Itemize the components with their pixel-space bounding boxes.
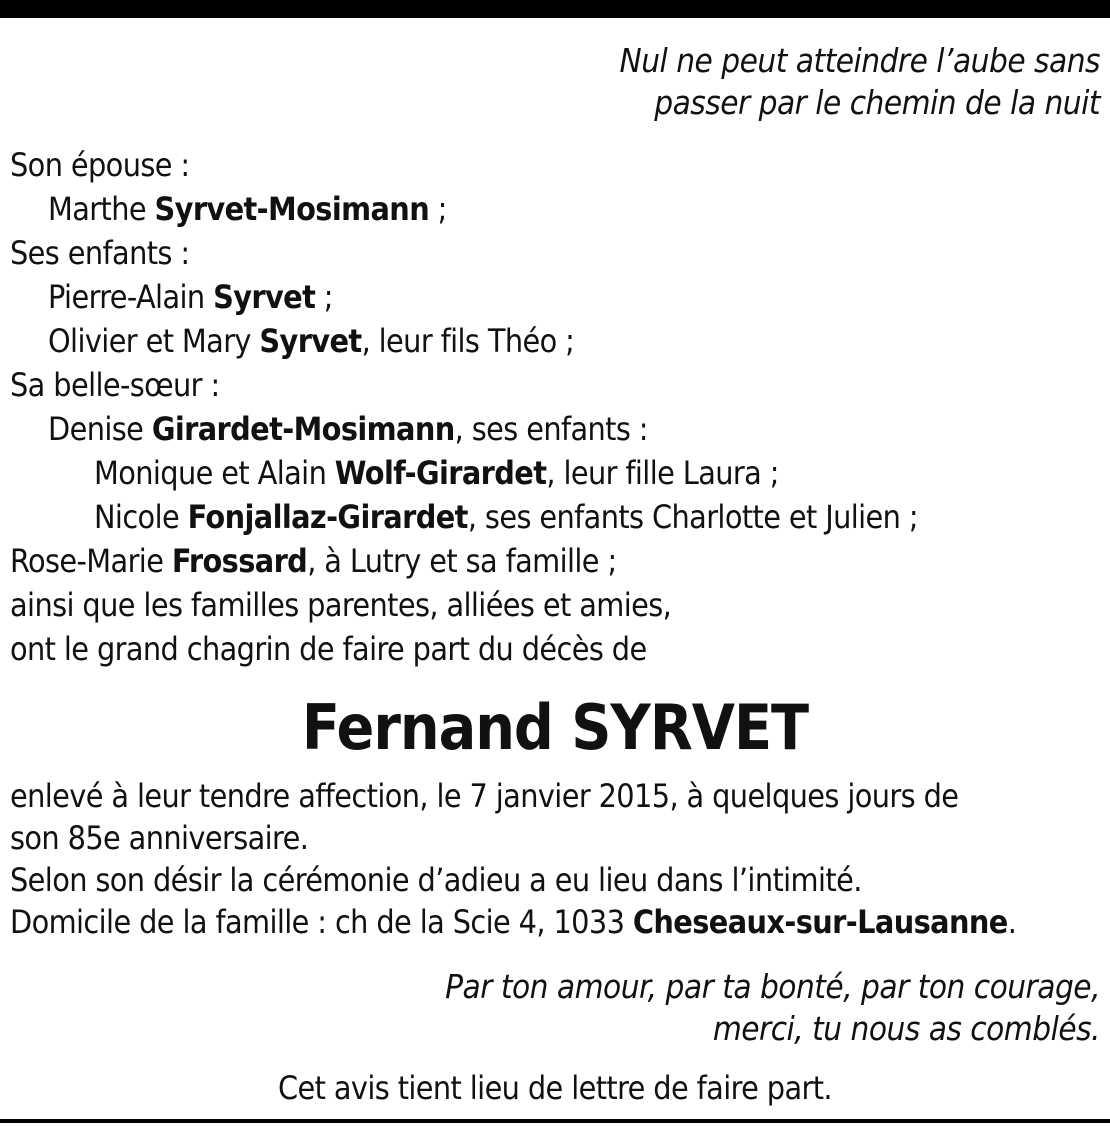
surname: Syrvet [213,278,316,316]
surname: Syrvet [259,322,362,360]
other-relative-entry: Rose-Marie Frossard, à Lutry et sa famille ; [10,542,617,580]
surname: Fonjallaz-Girardet [187,498,468,536]
family-list [10,143,918,671]
details-line-1: enlevé à leur tendre affection, le 7 janvier 2015, à quelques jours de [10,777,959,815]
niece-entry: Monique et Alain Wolf-Girardet, leur fille Laura ; [94,454,779,492]
closing-quote [445,966,1100,1050]
sister-in-law-entry: Denise Girardet-Mosimann, ses enfants : [48,410,648,448]
opening-quote [620,40,1100,124]
niece-entry: Nicole Fonjallaz-Girardet, ses enfants Charlotte et Julien ; [94,498,918,536]
bottom-border-rule [0,1119,1110,1123]
opening-quote-line-1: Nul ne peut atteindre l’aube sans [619,41,1100,80]
surname: Frossard [171,542,308,580]
surname: Girardet-Mosimann [151,410,455,448]
opening-quote-line-2: passer par le chemin de la nuit [654,83,1100,122]
child-entry: Olivier et Mary Syrvet, leur fils Théo ; [48,322,575,360]
death-details [10,775,1016,943]
spouse-entry: Marthe Syrvet-Mosimann ; [48,190,447,228]
surname: Wolf-Girardet [334,454,547,492]
closing-quote-line-1: Par ton amour, par ta bonté, par ton courage, [445,967,1100,1006]
surname: Syrvet-Mosimann [154,190,430,228]
details-line-2: son 85e anniversaire. [10,819,309,857]
children-heading: Ses enfants : [10,234,190,272]
closing-quote-line-2: merci, tu nous as comblés. [712,1009,1100,1048]
sister-in-law-heading: Sa belle-sœur : [10,366,220,404]
closing-line-1: ainsi que les familles parentes, alliées et amies, [10,586,672,624]
details-line-4: Domicile de la famille : ch de la Scie 4, 1033 Cheseaux-sur-Lausanne. [10,903,1017,941]
deceased-name: Fernand SYRVET [301,691,809,764]
child-entry: Pierre-Alain Syrvet ; [48,278,333,316]
closing-line-2: ont le grand chagrin de faire part du décès de [10,630,647,668]
notice-text: Cet avis tient lieu de lettre de faire part. [278,1069,832,1107]
place-name: Cheseaux-sur-Lausanne [632,903,1008,941]
spouse-heading: Son épouse : [10,146,190,184]
top-border-rule [0,0,1110,18]
details-line-3: Selon son désir la cérémonie d’adieu a eu lieu dans l’intimité. [10,861,862,899]
